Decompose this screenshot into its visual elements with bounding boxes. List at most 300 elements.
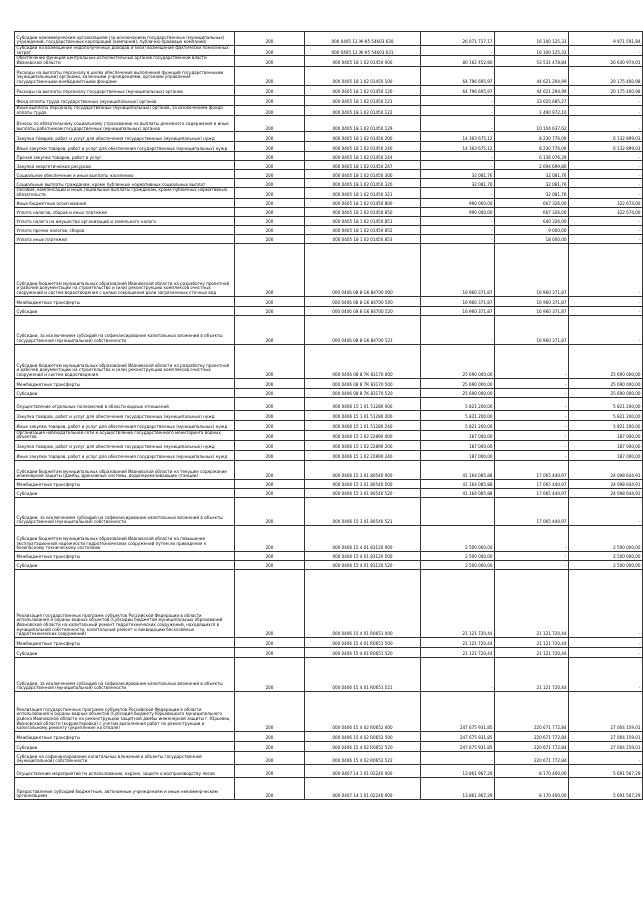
row-classification-code: 000 0406 08 8 G6 84700 521 — [305, 315, 421, 344]
row-line-code: 200 — [235, 179, 305, 188]
row-classification-code: 000 0406 08 8 G6 84700 000 — [305, 243, 421, 296]
row-classification-code: 000 0405 18 1 02 01450 300 — [305, 170, 421, 179]
table-row — [15, 752, 643, 765]
row-line-code: 200 — [235, 66, 305, 85]
row-remaining-amount: 5 821 200,00 — [569, 420, 643, 430]
row-classification-code: 000 0405 18 1 02 01450 100 — [305, 66, 421, 85]
row-line-code: 200 — [235, 216, 305, 225]
table-row — [15, 410, 643, 420]
row-line-code: 200 — [235, 752, 305, 765]
table-row — [15, 95, 643, 105]
row-description: Субсидии бюджетам муниципальных образований Ивановской области на разработку проектной и рабочей документации на строительство и (или) реконструкцию комплексов очистных сооружений и систем водоотведения — [15, 344, 235, 378]
row-approved-amount: - — [421, 95, 495, 105]
row-executed-amount: 16 100 125,33 — [495, 32, 569, 46]
table-row — [15, 132, 643, 142]
row-line-code: 200 — [235, 388, 305, 397]
row-description: Расходы на выплаты персоналу в целях обеспечения выполнения функций государственными (муниципальными) органами, казенными учреждениями, органами управления государственными внебюджетными фондами — [15, 66, 235, 85]
row-line-code: 200 — [235, 198, 305, 207]
row-executed-amount: 17 065 440,97 — [495, 489, 569, 498]
row-description: Прочая закупка товаров, работ и услуг — [15, 152, 235, 161]
row-description: Уплата налога на имущество организаций и земельного налога — [15, 216, 235, 225]
row-classification-code: 000 0405 18 1 02 01450 321 — [305, 188, 421, 198]
row-executed-amount: 21 121 720,44 — [495, 658, 569, 692]
table-row — [15, 85, 643, 95]
row-description: Субсидии, за исключением субсидий на софинансирование капитальных вложений в объекты государственной (муниципальной) собственности — [15, 658, 235, 692]
row-approved-amount: 5 821 200,00 — [421, 397, 495, 410]
row-executed-amount: 9 000,00 — [495, 225, 569, 234]
row-line-code: 200 — [235, 742, 305, 752]
row-executed-amount: 16 960 371,87 — [495, 296, 569, 306]
row-line-code: 200 — [235, 378, 305, 388]
row-approved-amount: - — [421, 498, 495, 526]
row-executed-amount: - — [495, 561, 569, 570]
row-classification-code: 000 0406 15 4 01 83120 000 — [305, 526, 421, 552]
table-row — [15, 243, 643, 296]
row-remaining-amount: - — [569, 225, 643, 234]
row-executed-amount: 2 094 699,80 — [495, 161, 569, 170]
row-remaining-amount: - — [569, 296, 643, 306]
row-classification-code: 000 0406 08 8 7К 83170 500 — [305, 378, 421, 388]
row-approved-amount: - — [421, 216, 495, 225]
table-row — [15, 638, 643, 648]
row-line-code: 200 — [235, 732, 305, 742]
row-approved-amount: 13 861 967,29 — [421, 778, 495, 800]
row-remaining-amount: - — [569, 498, 643, 526]
table-row — [15, 225, 643, 234]
table-row — [15, 152, 643, 161]
row-line-code: 200 — [235, 778, 305, 800]
row-description: Субсидии — [15, 388, 235, 397]
row-line-code: 200 — [235, 56, 305, 66]
row-description: Закупка товаров, работ и услуг для обеспечения государственных (муниципальных) нужд — [15, 410, 235, 420]
row-description: Межбюджетные трансферты — [15, 638, 235, 648]
row-line-code: 200 — [235, 306, 305, 315]
row-approved-amount: 187 000,00 — [421, 430, 495, 440]
table-row — [15, 461, 643, 480]
table-row — [15, 105, 643, 115]
row-executed-amount: 21 121 720,44 — [495, 648, 569, 658]
row-approved-amount: 21 121 720,44 — [421, 638, 495, 648]
row-classification-code: 000 0405 18 1 02 01450 800 — [305, 198, 421, 207]
table-row — [15, 498, 643, 526]
row-line-code: 200 — [235, 397, 305, 410]
row-description: Субсидии — [15, 489, 235, 498]
row-approved-amount: 187 000,00 — [421, 441, 495, 451]
row-executed-amount: 17 065 440,97 — [495, 461, 569, 480]
row-classification-code: 000 0405 18 1 02 01450 129 — [305, 116, 421, 132]
row-executed-amount: 10 104 637,62 — [495, 116, 569, 132]
row-line-code: 200 — [235, 170, 305, 179]
row-executed-amount: - — [495, 441, 569, 451]
budget-execution-table — [14, 31, 643, 800]
row-executed-amount: 8 170 400,00 — [495, 765, 569, 778]
row-classification-code: 000 0405 18 1 02 01450 122 — [305, 105, 421, 115]
row-approved-amount: 16 960 371,87 — [421, 243, 495, 296]
row-description: Предоставление субсидий бюджетным, автономным учреждениям и иным некоммерческим организациям — [15, 778, 235, 800]
row-approved-amount: - — [421, 234, 495, 243]
row-approved-amount: 5 821 200,00 — [421, 410, 495, 420]
row-remaining-amount: 6 132 899,03 — [569, 142, 643, 152]
row-line-code: 200 — [235, 430, 305, 440]
row-remaining-amount: 187 000,00 — [569, 441, 643, 451]
row-remaining-amount: 25 690 000,00 — [569, 344, 643, 378]
table-row — [15, 732, 643, 742]
row-classification-code: 000 0405 18 1 02 01450 853 — [305, 234, 421, 243]
row-classification-code: 000 0406 15 4 02 R0652 520 — [305, 742, 421, 752]
row-classification-code: 000 0406 15 1 02 22890 240 — [305, 451, 421, 461]
row-executed-amount: - — [495, 420, 569, 430]
row-description: Иные бюджетные ассигнования — [15, 198, 235, 207]
row-classification-code: 000 0406 08 8 7К 83170 000 — [305, 344, 421, 378]
row-remaining-amount: 2 500 000,00 — [569, 526, 643, 552]
row-executed-amount: 53 531 478,84 — [495, 56, 569, 66]
row-executed-amount: - — [495, 344, 569, 378]
row-classification-code: 000 0406 15 4 02 R0652 500 — [305, 732, 421, 742]
row-description: Субсидии — [15, 561, 235, 570]
row-line-code: 200 — [235, 142, 305, 152]
row-approved-amount: 25 690 000,00 — [421, 388, 495, 397]
table-row — [15, 388, 643, 397]
row-remaining-amount: 5 691 567,29 — [569, 765, 643, 778]
table-row — [15, 570, 643, 638]
table-row — [15, 56, 643, 66]
row-executed-amount: 6 136 076,29 — [495, 152, 569, 161]
row-approved-amount: 41 164 085,88 — [421, 480, 495, 489]
row-line-code: 200 — [235, 420, 305, 430]
row-classification-code: 000 0405 18 1 02 01450 320 — [305, 179, 421, 188]
row-classification-code: 000 0406 08 8 G6 84700 500 — [305, 296, 421, 306]
table-row — [15, 480, 643, 489]
row-classification-code: 000 0406 15 3 01 80540 500 — [305, 480, 421, 489]
row-classification-code: 000 0407 14 1 01 02240 000 — [305, 765, 421, 778]
row-remaining-amount: - — [569, 306, 643, 315]
row-description: Субсидии — [15, 742, 235, 752]
row-line-code: 200 — [235, 85, 305, 95]
row-classification-code: 000 0406 15 1 01 51280 000 — [305, 397, 421, 410]
row-executed-amount: 32 081,76 — [495, 188, 569, 198]
row-line-code: 200 — [235, 480, 305, 489]
row-description: Межбюджетные трансферты — [15, 552, 235, 561]
row-line-code: 200 — [235, 116, 305, 132]
table-row — [15, 692, 643, 732]
row-description: Закупка энергетических ресурсов — [15, 161, 235, 170]
row-classification-code: 000 0405 18 1 02 01450 120 — [305, 85, 421, 95]
row-executed-amount: 32 081,76 — [495, 170, 569, 179]
table-row — [15, 315, 643, 344]
table-row — [15, 296, 643, 306]
row-executed-amount: 667 326,00 — [495, 207, 569, 216]
row-approved-amount: 21 121 720,44 — [421, 570, 495, 638]
row-remaining-amount: 24 098 644,91 — [569, 461, 643, 480]
row-remaining-amount: 25 690 000,00 — [569, 388, 643, 397]
table-row — [15, 561, 643, 570]
row-remaining-amount: 27 004 159,01 — [569, 732, 643, 742]
row-approved-amount: 25 690 000,00 — [421, 344, 495, 378]
row-executed-amount: 1 490 972,10 — [495, 105, 569, 115]
row-executed-amount: 21 121 720,44 — [495, 570, 569, 638]
row-classification-code: 000 0405 18 1 02 01450 244 — [305, 152, 421, 161]
table-row — [15, 420, 643, 430]
row-description: Межбюджетные трансферты — [15, 378, 235, 388]
row-classification-code: 000 0405 18 1 02 01450 247 — [305, 161, 421, 170]
row-approved-amount: 2 500 000,00 — [421, 552, 495, 561]
row-line-code: 200 — [235, 344, 305, 378]
table-row — [15, 451, 643, 461]
row-line-code: 200 — [235, 46, 305, 56]
row-remaining-amount: - — [569, 46, 643, 56]
row-classification-code: 000 0406 15 3 01 80540 521 — [305, 498, 421, 526]
row-approved-amount: - — [421, 161, 495, 170]
row-remaining-amount: - — [569, 95, 643, 105]
row-remaining-amount: - — [569, 152, 643, 161]
row-remaining-amount: 6 132 899,03 — [569, 132, 643, 142]
row-description: Осуществление мероприятий по использованию, охране, защите и воспроизводству лесов — [15, 765, 235, 778]
table-row — [15, 778, 643, 800]
row-classification-code: 000 0405 18 1 02 01450 850 — [305, 207, 421, 216]
row-line-code: 200 — [235, 570, 305, 638]
row-remaining-amount: 322 674,00 — [569, 198, 643, 207]
row-approved-amount: 14 363 675,12 — [421, 132, 495, 142]
row-line-code: 200 — [235, 451, 305, 461]
row-executed-amount: 17 065 440,97 — [495, 498, 569, 526]
table-row — [15, 742, 643, 752]
row-classification-code: 000 0405 18 1 02 01450 121 — [305, 95, 421, 105]
row-approved-amount: - — [421, 116, 495, 132]
row-approved-amount: - — [421, 46, 495, 56]
row-executed-amount: 8 230 776,09 — [495, 142, 569, 152]
table-row — [15, 765, 643, 778]
row-approved-amount: 41 164 085,88 — [421, 461, 495, 480]
table-row — [15, 344, 643, 378]
row-description: Субсидии бюджетам муниципальных образований Ивановской области на текущее содержание инженерной защиты (дамбы, дренажные системы, водоперекачивающие станции) — [15, 461, 235, 480]
row-executed-amount: - — [495, 397, 569, 410]
row-approved-amount: 247 675 931,85 — [421, 742, 495, 752]
row-classification-code: 000 0406 15 1 01 51280 200 — [305, 410, 421, 420]
row-classification-code: 000 0405 18 1 02 01450 000 — [305, 56, 421, 66]
row-line-code: 200 — [235, 638, 305, 648]
row-approved-amount: 187 000,00 — [421, 451, 495, 461]
row-approved-amount: 14 363 675,12 — [421, 142, 495, 152]
table-row — [15, 397, 643, 410]
row-line-code: 200 — [235, 152, 305, 161]
row-description: Взносы по обязательному социальному страхованию на выплаты денежного содержания и иные выплаты работникам государственных (муниципальных) органов — [15, 116, 235, 132]
row-remaining-amount: 27 004 159,01 — [569, 692, 643, 732]
row-approved-amount: 16 960 371,87 — [421, 296, 495, 306]
row-remaining-amount: - — [569, 216, 643, 225]
row-remaining-amount: 187 000,00 — [569, 451, 643, 461]
table-row — [15, 648, 643, 658]
row-classification-code: 000 0406 15 3 01 80540 520 — [305, 489, 421, 498]
row-remaining-amount: 25 690 000,00 — [569, 378, 643, 388]
row-remaining-amount: 5 821 200,00 — [569, 410, 643, 420]
row-classification-code: 000 0406 15 1 02 22890 000 — [305, 430, 421, 440]
row-classification-code: 000 0406 08 8 7К 83170 520 — [305, 388, 421, 397]
row-approved-amount: 25 690 000,00 — [421, 378, 495, 388]
row-executed-amount: - — [495, 430, 569, 440]
row-line-code: 200 — [235, 489, 305, 498]
row-classification-code: 000 0406 15 4 01 83120 520 — [305, 561, 421, 570]
row-description: Иные закупки товаров, работ и услуг для обеспечения государственных (муниципальных) нужд — [15, 420, 235, 430]
row-remaining-amount: - — [569, 315, 643, 344]
row-line-code: 200 — [235, 225, 305, 234]
row-approved-amount: 5 821 200,00 — [421, 420, 495, 430]
row-line-code: 200 — [235, 95, 305, 105]
row-approved-amount: - — [421, 658, 495, 692]
row-description: Обеспечение функций центральных исполнительных органов государственной власти Ивановской области — [15, 56, 235, 66]
row-description: Межбюджетные трансферты — [15, 480, 235, 489]
row-remaining-amount: - — [569, 170, 643, 179]
row-remaining-amount: - — [569, 648, 643, 658]
row-classification-code: 000 0405 13 Ж К5 54603 631 — [305, 46, 421, 56]
row-line-code: 200 — [235, 561, 305, 570]
row-remaining-amount: - — [569, 638, 643, 648]
table-row — [15, 552, 643, 561]
row-remaining-amount: 5 691 567,29 — [569, 778, 643, 800]
row-approved-amount: 26 071 717,17 — [421, 32, 495, 46]
row-classification-code: 000 0406 15 4 01 R0651 521 — [305, 658, 421, 692]
row-line-code: 200 — [235, 552, 305, 561]
row-description: Субсидии, за исключением субсидий на софинансирование капитальных вложений в объекты государственной (муниципальной) собственности — [15, 498, 235, 526]
row-description: Субсидии бюджетам муниципальных образований Ивановской области на разработку проектной и рабочей документации на строительство и (или) реконструкцию комплексов очистных сооружений и систем водоотведения с целью сокращения доли загрязненных сточных вод — [15, 243, 235, 296]
row-approved-amount: 990 000,00 — [421, 198, 495, 207]
row-description: Субсидии некоммерческим организациям (за исключением государственных (муниципальных) учреждений, государственных корпораций (компаний), публично-правовых компаний) — [15, 32, 235, 46]
row-classification-code: 000 0405 18 1 02 01450 200 — [305, 132, 421, 142]
row-line-code: 200 — [235, 234, 305, 243]
row-classification-code: 000 0405 18 1 02 01450 240 — [305, 142, 421, 152]
row-line-code: 200 — [235, 105, 305, 115]
table-row — [15, 46, 643, 56]
row-description: Осуществление отдельных полномочий в области водных отношений — [15, 397, 235, 410]
row-description: Межбюджетные трансферты — [15, 296, 235, 306]
row-description: Пособия, компенсации и иные социальные выплаты гражданам, кроме публичных нормативных обязательств — [15, 188, 235, 198]
row-line-code: 200 — [235, 498, 305, 526]
table-row — [15, 207, 643, 216]
table-row — [15, 658, 643, 692]
row-approved-amount: 64 796 695,97 — [421, 66, 495, 85]
row-remaining-amount: 24 098 644,91 — [569, 489, 643, 498]
row-classification-code: 000 0406 15 3 01 80540 000 — [305, 461, 421, 480]
row-line-code: 200 — [235, 188, 305, 198]
row-executed-amount: 44 621 294,99 — [495, 66, 569, 85]
row-description: Закупка товаров, работ и услуг для обеспечения государственных (муниципальных) нужд — [15, 441, 235, 451]
row-classification-code: 000 0406 15 1 01 51280 240 — [305, 420, 421, 430]
row-executed-amount: - — [495, 410, 569, 420]
row-approved-amount: 80 162 452,80 — [421, 56, 495, 66]
table-row — [15, 116, 643, 132]
row-executed-amount: 33 025 685,27 — [495, 95, 569, 105]
row-remaining-amount: - — [569, 658, 643, 692]
row-description: Расходы на выплаты персоналу государственных (муниципальных) органов — [15, 85, 235, 95]
row-approved-amount: 13 861 967,29 — [421, 765, 495, 778]
row-approved-amount: - — [421, 105, 495, 115]
table-row — [15, 526, 643, 552]
row-approved-amount: 41 164 085,88 — [421, 489, 495, 498]
row-remaining-amount: - — [569, 243, 643, 296]
table-row — [15, 170, 643, 179]
row-executed-amount: 16 960 371,87 — [495, 306, 569, 315]
row-line-code: 200 — [235, 243, 305, 296]
row-remaining-amount: - — [569, 179, 643, 188]
row-approved-amount: 2 500 000,00 — [421, 526, 495, 552]
row-line-code: 200 — [235, 161, 305, 170]
row-line-code: 200 — [235, 207, 305, 216]
row-classification-code: 000 0406 15 4 01 83120 500 — [305, 552, 421, 561]
row-description: Субсидии, за исключением субсидий на софинансирование капитальных вложений в объекты государственной (муниципальной) собственности — [15, 315, 235, 344]
row-approved-amount: 247 675 931,85 — [421, 692, 495, 732]
row-line-code: 200 — [235, 765, 305, 778]
row-executed-amount: 16 100 125,33 — [495, 46, 569, 56]
row-description: Уплата прочих налогов, сборов — [15, 225, 235, 234]
row-line-code: 200 — [235, 692, 305, 732]
row-classification-code: 000 0406 15 4 01 R0651 000 — [305, 570, 421, 638]
row-approved-amount: - — [421, 152, 495, 161]
row-executed-amount: 32 081,76 — [495, 179, 569, 188]
row-executed-amount: - — [495, 388, 569, 397]
row-classification-code: 000 0405 18 1 02 01450 852 — [305, 225, 421, 234]
row-approved-amount: 64 796 695,97 — [421, 85, 495, 95]
row-description: Субсидии на софинансирование капитальных вложений в объекты государственной (муниципальной) собственности — [15, 752, 235, 765]
row-remaining-amount: 27 004 159,01 — [569, 742, 643, 752]
row-description: Субсидии — [15, 306, 235, 315]
row-classification-code: 000 0406 15 4 01 R0651 500 — [305, 638, 421, 648]
row-description: Закупка товаров, работ и услуг для обеспечения государственных (муниципальных) нужд — [15, 132, 235, 142]
row-executed-amount: 220 671 772,84 — [495, 732, 569, 742]
row-approved-amount: - — [421, 188, 495, 198]
table-row — [15, 32, 643, 46]
row-approved-amount: - — [421, 225, 495, 234]
row-description: Уплата налогов, сборов и иных платежей — [15, 207, 235, 216]
row-line-code: 200 — [235, 32, 305, 46]
row-description: Иные закупки товаров, работ и услуг для обеспечения государственных (муниципальных) нужд — [15, 451, 235, 461]
row-approved-amount: 21 121 720,44 — [421, 648, 495, 658]
row-classification-code: 000 0406 15 4 01 R0651 520 — [305, 648, 421, 658]
row-executed-amount: 21 121 720,44 — [495, 638, 569, 648]
row-approved-amount: 990 000,00 — [421, 207, 495, 216]
row-approved-amount: 32 081,76 — [421, 170, 495, 179]
row-executed-amount: 220 671 772,84 — [495, 742, 569, 752]
row-line-code: 200 — [235, 658, 305, 692]
row-executed-amount: - — [495, 552, 569, 561]
row-executed-amount: 640 326,00 — [495, 216, 569, 225]
row-remaining-amount: 20 175 400,98 — [569, 85, 643, 95]
row-line-code: 200 — [235, 410, 305, 420]
row-approved-amount: 32 081,76 — [421, 179, 495, 188]
row-description: Субсидии бюджетам муниципальных образований Ивановской области на повышение эксплуатационной надежности гидротехнических сооружений путем их приведения к безопасному техническому состоянию — [15, 526, 235, 552]
row-line-code: 200 — [235, 132, 305, 142]
row-remaining-amount: 2 500 000,00 — [569, 561, 643, 570]
row-description: Реализация государственных программ субъектов Российской Федерации в области использования и охраны водных объектов (Субсидия бюджету Юрьевецкого муниципального района Ивановской области на реконструкцию защитной дамбы инженерной защиты г. Юрьевец Ивановской области (корректировка) с учетом выполнения работ по реконструкции и капитальному ремонту (укрепление на отвале) — [15, 692, 235, 732]
row-description: Фонд оплаты труда государственных (муниципальных) органов — [15, 95, 235, 105]
row-executed-amount: - — [495, 526, 569, 552]
row-remaining-amount: - — [569, 752, 643, 765]
row-remaining-amount: - — [569, 570, 643, 638]
row-executed-amount: - — [495, 378, 569, 388]
row-approved-amount: - — [421, 752, 495, 765]
row-description: Межбюджетные трансферты — [15, 732, 235, 742]
row-executed-amount: 8 230 776,09 — [495, 132, 569, 142]
row-line-code: 200 — [235, 441, 305, 451]
row-line-code: 200 — [235, 461, 305, 480]
table-row — [15, 430, 643, 440]
row-line-code: 200 — [235, 648, 305, 658]
table-row — [15, 161, 643, 170]
row-remaining-amount: 187 000,00 — [569, 430, 643, 440]
row-description: Уплата иных платежей — [15, 234, 235, 243]
table-row — [15, 234, 643, 243]
row-classification-code: 000 0407 14 1 01 02240 600 — [305, 778, 421, 800]
row-line-code: 200 — [235, 315, 305, 344]
row-line-code: 200 — [235, 296, 305, 306]
